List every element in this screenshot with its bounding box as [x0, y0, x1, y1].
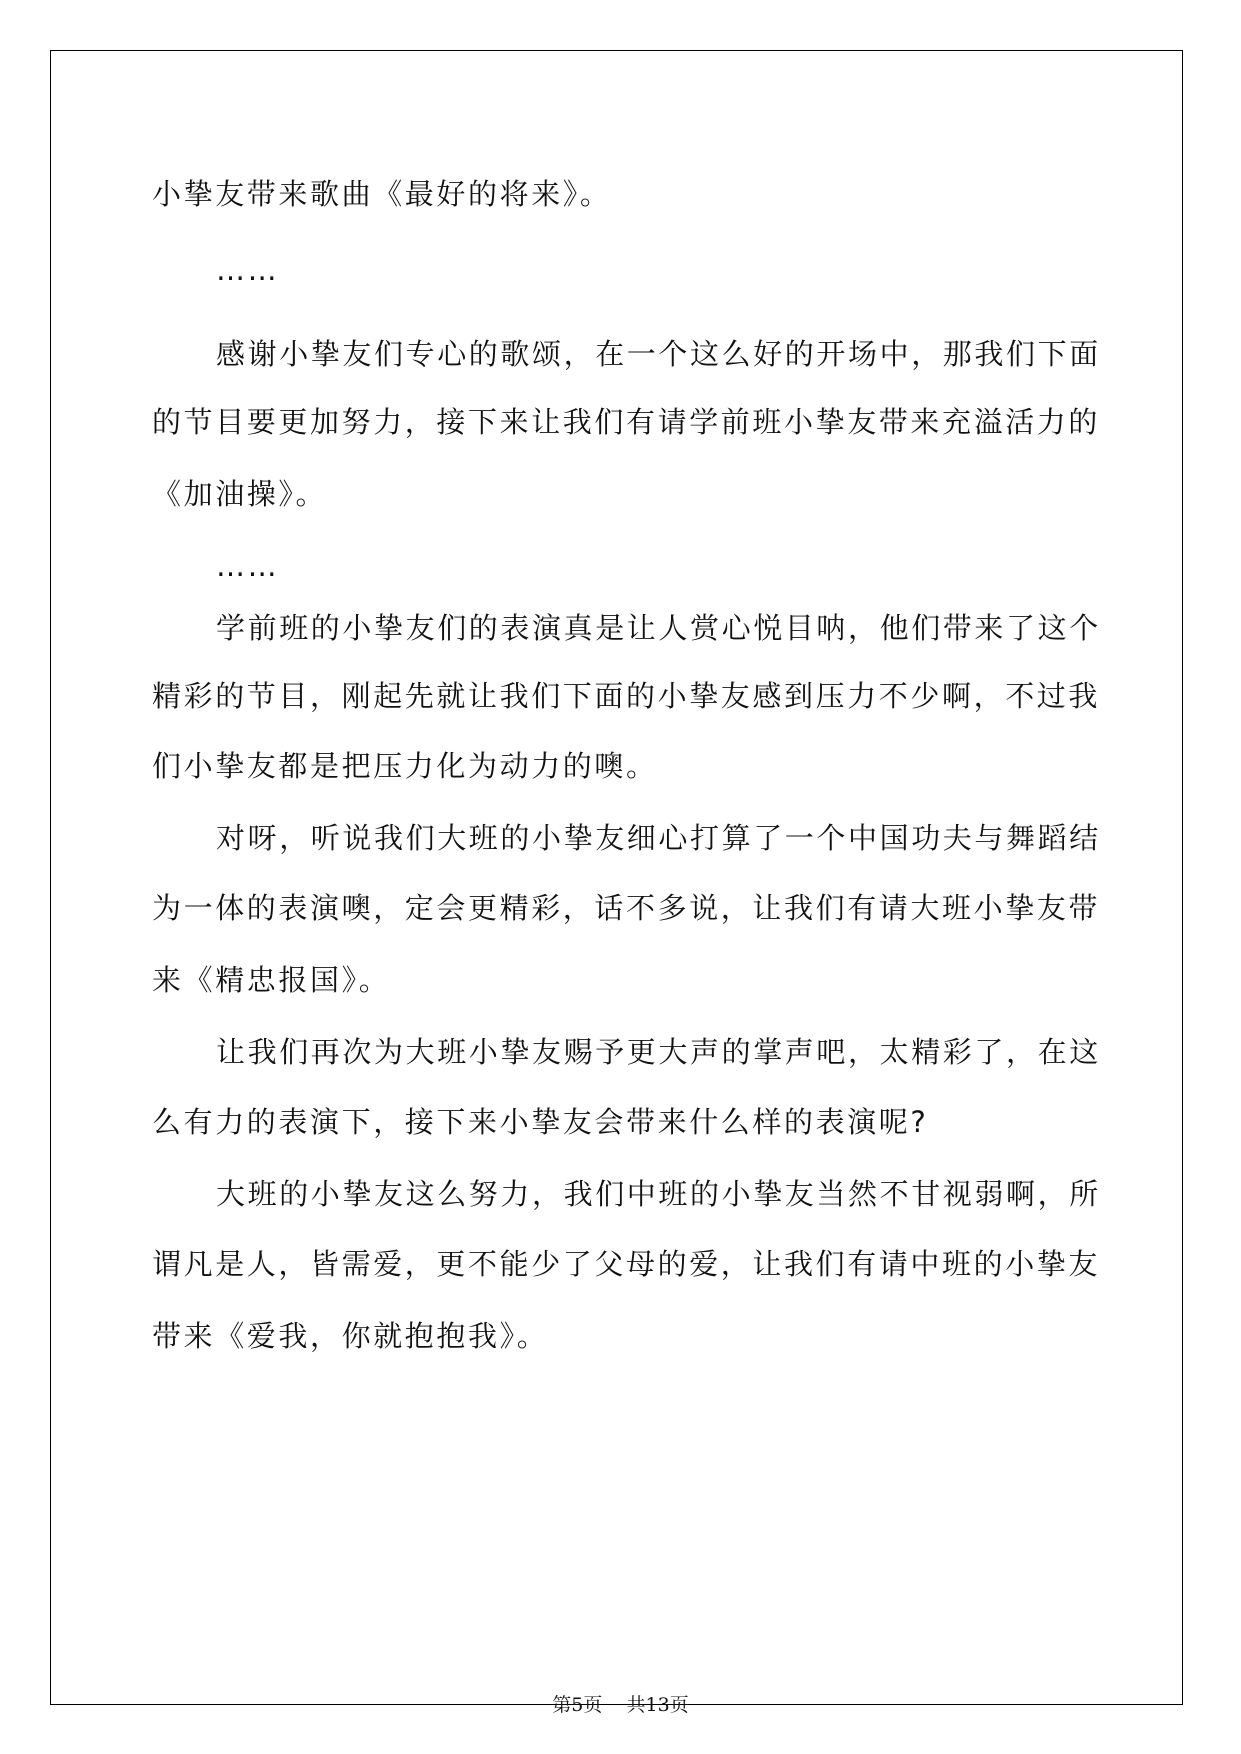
text-line: 对呀，听说我们大班的小挚友细心打算了一个中国功夫与舞蹈结 — [216, 821, 1101, 855]
text-line: 让我们再次为大班小挚友赐予更大声的掌声吧，太精彩了，在这 — [216, 1035, 1101, 1069]
total-pages: 共13页 — [626, 1694, 689, 1716]
page-number: 第5页 — [552, 1694, 603, 1716]
ellipsis-line: …… — [216, 549, 280, 583]
text-line: 的节目要更加努力，接下来让我们有请学前班小挚友带来充溢活力的 — [152, 405, 1101, 439]
page-footer — [0, 1693, 1241, 1717]
text-line: 来《精忠报国》。 — [152, 963, 391, 997]
ellipsis-line: …… — [216, 253, 280, 287]
text-line: 么有力的表演下，接下来小挚友会带来什么样的表演呢? — [152, 1105, 929, 1139]
text-line: 小挚友带来歌曲《最好的将来》。 — [152, 177, 612, 211]
text-line: 带来《爱我，你就抱抱我》。 — [152, 1319, 549, 1353]
text-line: 学前班的小挚友们的表演真是让人赏心悦目呐，他们带来了这个 — [216, 611, 1101, 645]
text-line: 们小挚友都是把压力化为动力的噢。 — [152, 749, 658, 783]
text-line: 为一体的表演噢，定会更精彩，话不多说，让我们有请大班小挚友带 — [152, 891, 1101, 925]
text-line: 《加油操》。 — [152, 477, 328, 511]
text-line: 谓凡是人，皆需爱，更不能少了父母的爱，让我们有请中班的小挚友 — [152, 1247, 1101, 1281]
text-line: 大班的小挚友这么努力，我们中班的小挚友当然不甘视弱啊，所 — [216, 1177, 1101, 1211]
text-line: 精彩的节目，刚起先就让我们下面的小挚友感到压力不少啊，不过我 — [152, 679, 1101, 713]
text-line: 感谢小挚友们专心的歌颂，在一个这么好的开场中，那我们下面 — [216, 337, 1101, 371]
page-border — [50, 50, 1183, 1705]
